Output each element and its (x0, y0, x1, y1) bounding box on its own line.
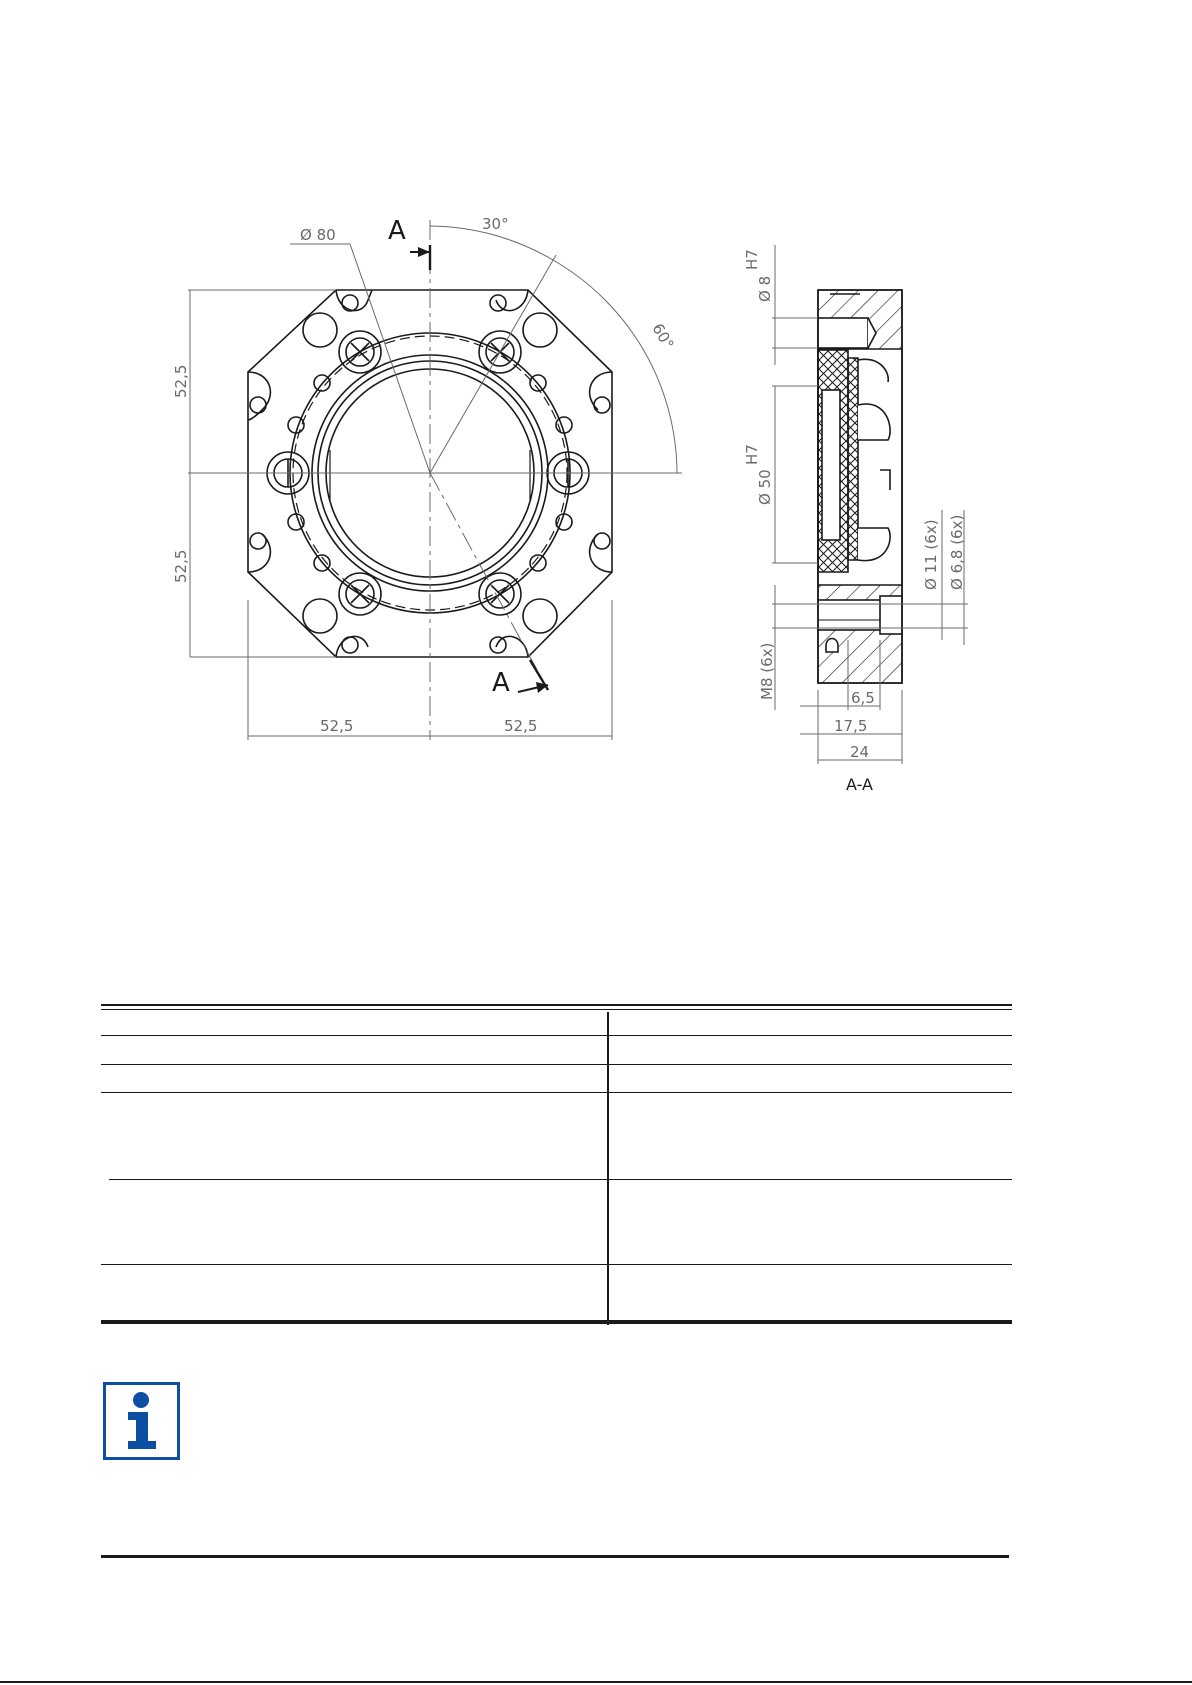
fit-mid-label: H7 (743, 444, 761, 465)
table-row-divider (109, 1179, 1012, 1180)
section-marker-top: A (388, 216, 406, 246)
table-bottom-rule (101, 1320, 1012, 1324)
table-top-rule (101, 1004, 1012, 1006)
info-glyph (106, 1385, 177, 1457)
dim-6-5: 6,5 (851, 689, 875, 707)
dim-24: 24 (850, 743, 870, 761)
dia-68-label: Ø 6,8 (6x) (948, 514, 966, 590)
dim-v-bottom: 52,5 (172, 549, 190, 583)
section-marker-bottom: A (492, 668, 510, 698)
dim-h-right: 52,5 (504, 717, 538, 735)
table-top-rule-2 (101, 1009, 1012, 1010)
table-row-divider (101, 1092, 1012, 1093)
dim-h-left: 52,5 (320, 717, 354, 735)
section-view (818, 290, 902, 683)
center-lines (188, 220, 682, 740)
dia-11-label: Ø 11 (6x) (922, 519, 940, 590)
thread-label: M8 (6x) (758, 642, 776, 700)
front-view (188, 220, 682, 740)
table-column-divider (607, 1012, 609, 1325)
table-row-divider (101, 1064, 1012, 1065)
dim-17-5: 17,5 (834, 717, 868, 735)
info-icon (103, 1382, 180, 1460)
dia-50-label: Ø 50 (756, 469, 774, 505)
dim-v-top: 52,5 (172, 364, 190, 398)
dia-8-label: Ø 8 (756, 275, 774, 302)
angle-30-label: 30° (482, 215, 509, 233)
spec-table (101, 1004, 1012, 1324)
section-title: A-A (846, 775, 873, 794)
fit-top-label: H7 (743, 249, 761, 270)
table-row-divider (101, 1035, 1012, 1036)
dia-80-label: Ø 80 (300, 226, 336, 244)
angle-60-label: 60° (648, 320, 678, 353)
page-bottom-edge (0, 1681, 1192, 1683)
table-row-divider (101, 1264, 1012, 1265)
footer-rule (101, 1555, 1009, 1558)
